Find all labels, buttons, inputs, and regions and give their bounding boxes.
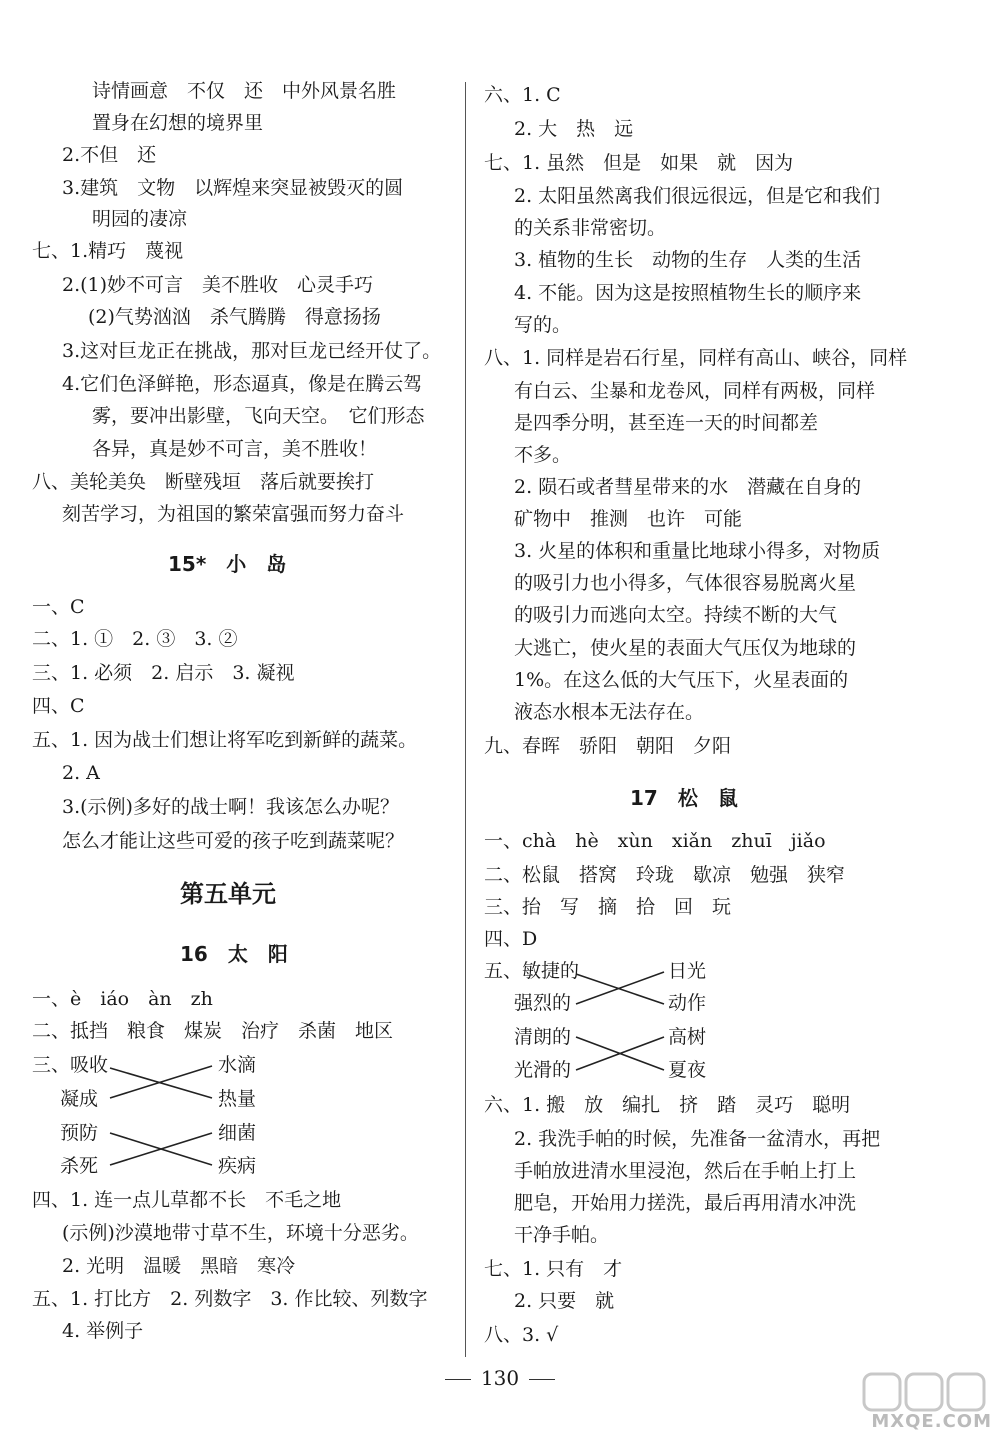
answer-line: 一、C bbox=[32, 596, 85, 618]
answer-line: 3.这对巨龙正在挑战，那对巨龙已经开仗了。 bbox=[62, 340, 442, 362]
answer-line: 写的。 bbox=[514, 314, 572, 336]
answer-line: 2. 我洗手帕的时候，先准备一盆清水，再把 bbox=[514, 1128, 881, 1150]
lesson-title: 15* 小 岛 bbox=[168, 552, 287, 576]
answer-line: 三、抬 写 摘 拾 回 玩 bbox=[484, 896, 732, 918]
answer-line: 一、è iáo àn zh bbox=[32, 988, 213, 1010]
answer-line: 六、1. C bbox=[484, 84, 561, 106]
page-number-text: 130 bbox=[480, 1366, 520, 1390]
answer-line: 3. 火星的体积和重量比地球小得多，对物质 bbox=[514, 540, 881, 562]
match-right-item: 动作 bbox=[668, 992, 707, 1014]
answer-line: 六、1. 搬 放 编扎 挤 踏 灵巧 聪明 bbox=[484, 1094, 851, 1116]
answer-line: 怎么才能让这些可爱的孩子吃到蔬菜呢？ bbox=[62, 830, 405, 852]
answer-line: 3.建筑 文物 以辉煌来突显被毁灭的圆 bbox=[62, 177, 404, 199]
answer-line: 2. A bbox=[62, 762, 100, 784]
answer-line: (示例)沙漠地带寸草不生，环境十分恶劣。 bbox=[62, 1222, 419, 1244]
answer-line: 4.它们色泽鲜艳，形态逼真，像是在腾云驾 bbox=[62, 373, 423, 395]
answer-line: 刻苦学习，为祖国的繁荣富强而努力奋斗 bbox=[62, 503, 405, 525]
match-right-item: 疾病 bbox=[218, 1155, 257, 1177]
answer-line: 置身在幻想的境界里 bbox=[92, 112, 264, 134]
match-left-item: 三、吸收 bbox=[32, 1054, 109, 1076]
answer-line: 二、抵挡 粮食 煤炭 治疗 杀菌 地区 bbox=[32, 1020, 394, 1042]
lesson-title: 17 松 鼠 bbox=[630, 786, 738, 810]
answer-line: 4. 举例子 bbox=[62, 1320, 144, 1342]
answer-line: 七、1.精巧 蔑视 bbox=[32, 240, 184, 262]
answer-line: 二、松鼠 搭窝 玲珑 歇凉 勉强 狭窄 bbox=[484, 864, 846, 886]
answer-line: 的关系非常密切。 bbox=[514, 217, 667, 239]
watermark-mark-icon bbox=[858, 1370, 988, 1414]
answer-line: 2. 只要 就 bbox=[514, 1290, 615, 1312]
answer-line: 八、3. √ bbox=[484, 1324, 559, 1346]
column-divider bbox=[465, 82, 466, 1357]
match-right-item: 细菌 bbox=[218, 1122, 257, 1144]
answer-line: 2. 大 热 远 bbox=[514, 118, 634, 140]
match-left-item: 凝成 bbox=[60, 1088, 99, 1110]
answer-line: 有白云、尘暴和龙卷风，同样有两极，同样 bbox=[514, 380, 876, 402]
answer-line: 五、1. 因为战士们想让将军吃到新鲜的蔬菜。 bbox=[32, 729, 418, 751]
answer-line: 4. 不能。因为这是按照植物生长的顺序来 bbox=[514, 282, 862, 304]
answer-line: 2.不但 还 bbox=[62, 144, 157, 166]
answer-line: 诗情画意 不仅 还 中外风景名胜 bbox=[92, 80, 397, 102]
answer-line: 手帕放进清水里浸泡，然后在手帕上打上 bbox=[514, 1160, 857, 1182]
answer-line: 是四季分明，甚至连一天的时间都差 bbox=[514, 412, 819, 434]
answer-line: 三、1. 必须 2. 启示 3. 凝视 bbox=[32, 662, 295, 684]
answer-line: 大逃亡，使火星的表面大气压仅为地球的 bbox=[514, 637, 857, 659]
answer-line: 的吸引力也小得多，气体很容易脱离火星 bbox=[514, 572, 857, 594]
match-left-item: 强烈的 bbox=[514, 992, 572, 1014]
answer-line: 四、D bbox=[484, 928, 538, 950]
answer-line: 1%。在这么低的大气压下，火星表面的 bbox=[514, 669, 849, 691]
answer-line: 一、chà hè xùn xiǎn zhuī jiǎo bbox=[484, 830, 826, 852]
match-right-item: 水滴 bbox=[218, 1054, 257, 1076]
answer-line: 液态水根本无法存在。 bbox=[514, 701, 705, 723]
matching-lines bbox=[470, 0, 1000, 1435]
answer-line: 四、C bbox=[32, 695, 85, 717]
match-left-item: 杀死 bbox=[60, 1155, 99, 1177]
answer-line: 七、1. 只有 才 bbox=[484, 1258, 623, 1280]
answer-line: 矿物中 推测 也许 可能 bbox=[514, 508, 743, 530]
answer-line: 八、美轮美奂 断壁残垣 落后就要挨打 bbox=[32, 471, 375, 493]
answer-line: 八、1. 同样是岩石行星，同样有高山、峡谷，同样 bbox=[484, 347, 908, 369]
answer-line: 2. 陨石或者彗星带来的水 潜藏在自身的 bbox=[514, 476, 862, 498]
answer-line: 不多。 bbox=[514, 444, 572, 466]
unit-title: 第五单元 bbox=[180, 880, 276, 908]
match-left-item: 清朗的 bbox=[514, 1026, 572, 1048]
match-right-item: 夏夜 bbox=[668, 1059, 707, 1081]
match-right-item: 高树 bbox=[668, 1026, 707, 1048]
answer-line: 3. 植物的生长 动物的生存 人类的生活 bbox=[514, 249, 862, 271]
watermark-text: MXQE.COM bbox=[871, 1411, 992, 1432]
match-right-item: 日光 bbox=[668, 960, 707, 982]
match-left-item: 预防 bbox=[60, 1122, 99, 1144]
answer-line: 七、1. 虽然 但是 如果 就 因为 bbox=[484, 152, 794, 174]
answer-line: 二、1. ① 2. ③ 3. ② bbox=[32, 628, 238, 650]
answer-line: 四、1. 连一点儿草都不长 不毛之地 bbox=[32, 1189, 342, 1211]
watermark-logo bbox=[862, 1370, 992, 1432]
answer-line: 3.(示例)多好的战士啊！我该怎么办呢？ bbox=[62, 796, 399, 818]
match-left-item: 光滑的 bbox=[514, 1059, 572, 1081]
answer-line: 干净手帕。 bbox=[514, 1224, 610, 1246]
answer-line: 的吸引力而逃向太空。持续不断的大气 bbox=[514, 604, 838, 626]
answer-line: 2.(1)妙不可言 美不胜收 心灵手巧 bbox=[62, 274, 374, 296]
match-right-item: 热量 bbox=[218, 1088, 257, 1110]
answer-line: 肥皂，开始用力搓洗，最后再用清水冲洗 bbox=[514, 1192, 857, 1214]
page-number-dash bbox=[529, 1379, 555, 1380]
page-number-dash bbox=[445, 1379, 471, 1380]
answer-line: 五、1. 打比方 2. 列数字 3. 作比较、列数字 bbox=[32, 1288, 428, 1310]
answer-line: (2)气势汹汹 杀气腾腾 得意扬扬 bbox=[88, 306, 381, 328]
match-left-item: 五、敏捷的 bbox=[484, 960, 580, 982]
answer-line: 雾，要冲出影壁，飞向天空。 它们形态 bbox=[92, 405, 425, 427]
answer-line: 2. 太阳虽然离我们很远很远，但是它和我们 bbox=[514, 185, 881, 207]
answer-line: 各异，真是妙不可言，美不胜收！ bbox=[92, 438, 378, 460]
answer-line: 明园的凄凉 bbox=[92, 208, 188, 230]
lesson-title: 16 太 阳 bbox=[180, 942, 288, 966]
answer-line: 2. 光明 温暖 黑暗 寒冷 bbox=[62, 1255, 296, 1277]
page-number bbox=[0, 1365, 1000, 1391]
answer-line: 九、春晖 骄阳 朝阳 夕阳 bbox=[484, 735, 732, 757]
